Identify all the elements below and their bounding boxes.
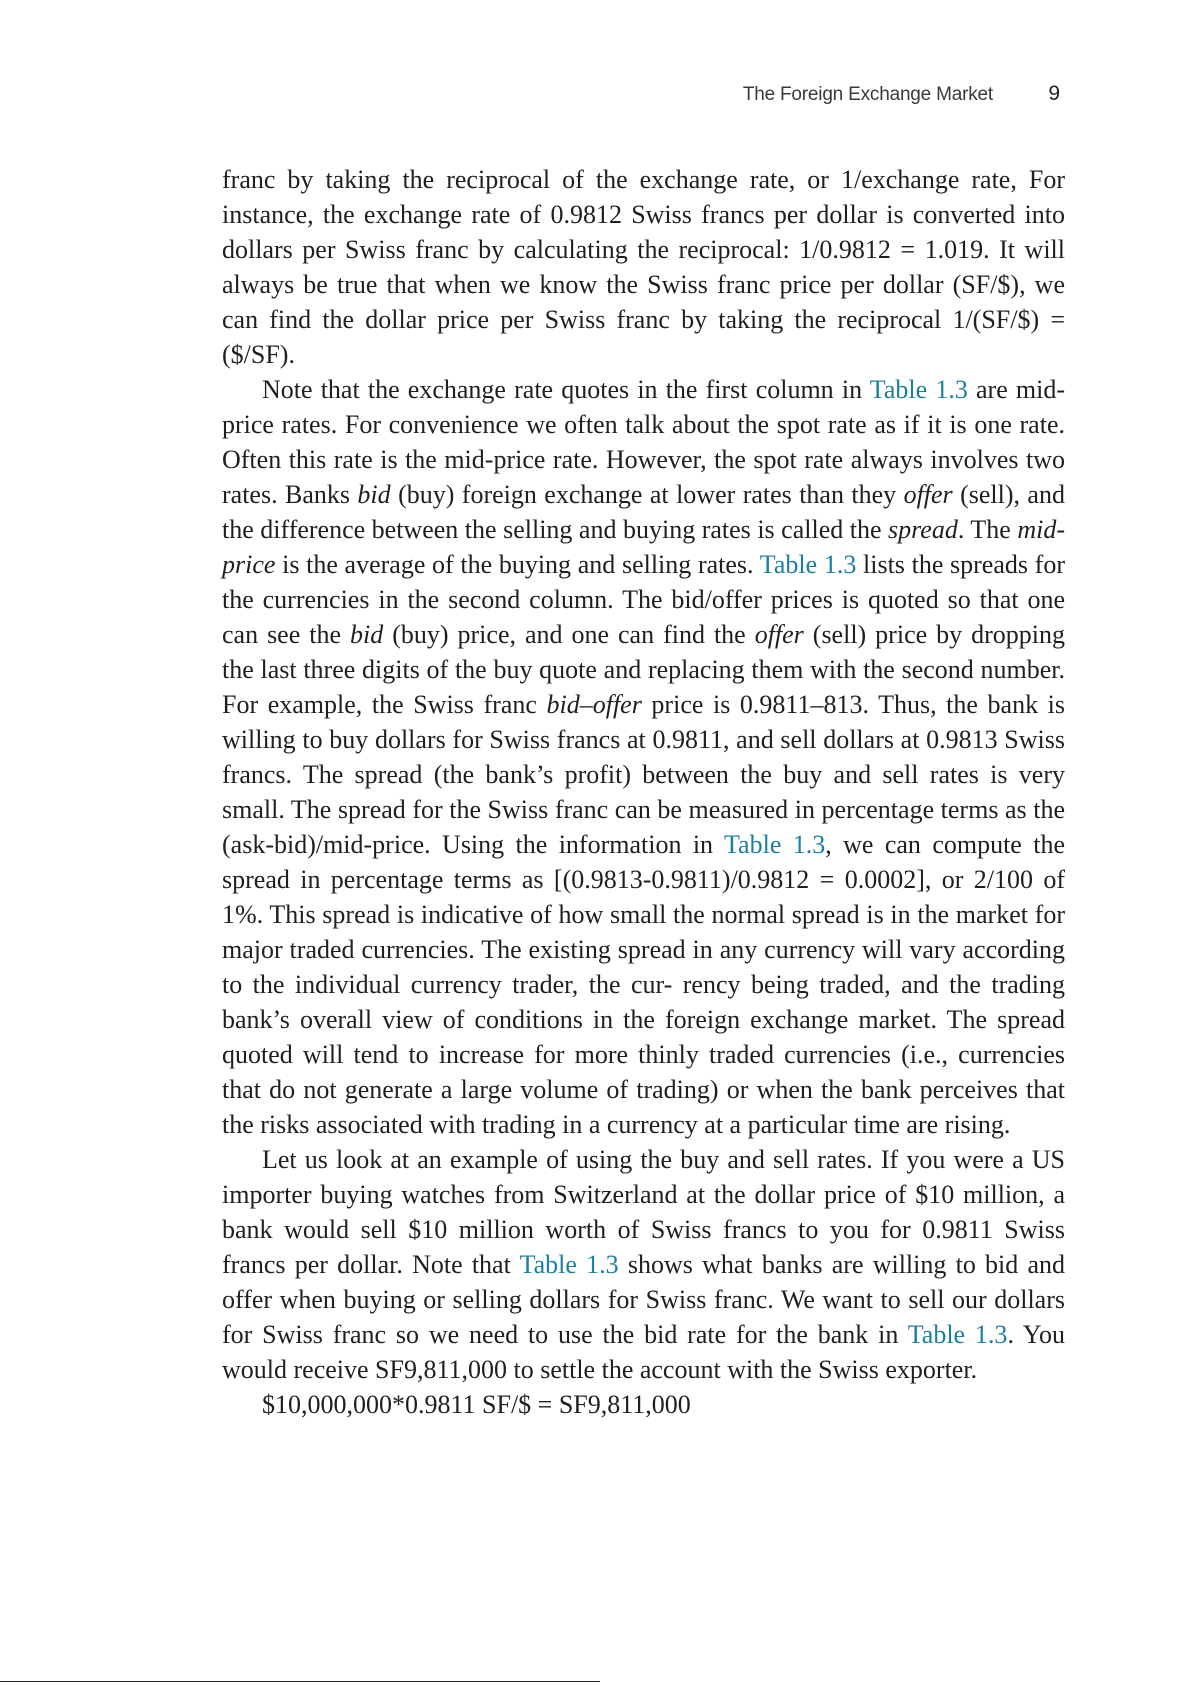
paragraph-1 (222, 162, 1065, 372)
table-1-3-link[interactable]: Table 1.3 (907, 1320, 1008, 1349)
table-1-3-link[interactable]: Table 1.3 (759, 550, 857, 579)
paragraph-text: (sell) price by dropping the last three digits of the buy quote and replacing them with the second number. For example, the Swiss franc (222, 620, 1065, 719)
emphasis-term: bid (350, 620, 384, 649)
paragraph-text: (buy) price, and one can find the (383, 620, 755, 649)
paragraph-text: . You would receive SF9,811,000 to settle the account with the Swiss exporter. (222, 1320, 1065, 1384)
running-header (0, 82, 1191, 112)
bottom-rule (0, 1681, 600, 1682)
paragraph-text: Let us look at an example of using the buy and sell rates. If you were a US importer buying watches from Switzerland at the dollar price of $10 million, a bank would sell $10 million worth of Swiss francs to you for 0.9811 Swiss francs per dollar. Note that (222, 1145, 1065, 1279)
paragraph-text: is the average of the buying and selling rates. (275, 550, 760, 579)
paragraph-3 (222, 1142, 1065, 1387)
emphasis-term: spread (888, 515, 958, 544)
paragraph-text: (buy) foreign exchange at lower rates than they (390, 480, 904, 509)
paragraph-text: (sell), and the difference between the selling and buying rates is called the (222, 480, 1065, 544)
paragraph-text: are mid-price rates. For convenience we often talk about the spot rate as if it is one rate. Often this rate is the mid-price rate. However, the spot rate always involves two rates. Banks (222, 375, 1066, 509)
table-1-3-link[interactable]: Table 1.3 (519, 1250, 619, 1279)
paragraph-text: lists the spreads for the currencies in the second column. The bid/offer prices is quoted so that one can see the (222, 550, 1066, 649)
formula-line: $10,000,000*0.9811 SF/$ = SF9,811,000 (262, 1390, 691, 1419)
emphasis-term: offer (754, 620, 804, 649)
paragraph-2 (222, 372, 1065, 1142)
emphasis-term: mid-price (222, 515, 1065, 579)
table-1-3-link[interactable]: Table 1.3 (869, 375, 968, 404)
page-number: 9 (1048, 82, 1060, 105)
running-title: The Foreign Exchange Market (742, 84, 993, 105)
paragraph-text: , we can compute the spread in percentage terms as [(0.9813-0.9811)/0.9812 = 0.0002], or 2/100 of 1%. This spread is indicative of how small the normal spread is in the market for major traded currencies. The existing spread in any currency will vary according to the individual currency trader, the cur- rency being traded, and the trading bank’s overall view of conditions in the foreign exchange market. The spread quoted will tend to increase for more thinly traded currencies (i.e., currencies that do not generate a large volume of trading) or when the bank perceives that the risks associated with trading in a currency at a particular time are rising. (222, 830, 1065, 1139)
paragraph-text: franc by taking the reciprocal of the exchange rate, or 1/exchange rate, For instance, the exchange rate of 0.9812 Swiss francs per dollar is converted into dollars per Swiss franc by calculating the reciprocal: 1/0.9812 = 1.019. It will always be true that when we know the Swiss franc price per dollar (SF/$), we can find the dollar price per Swiss franc by taking the reciprocal 1/(SF/$) = ($/SF). (222, 165, 1065, 369)
emphasis-term: offer (903, 480, 953, 509)
paragraph-text: price is 0.9811–813. Thus, the bank is willing to buy dollars for Swiss francs at 0.9811, and sell dollars at 0.9813 Swiss francs. The spread (the bank’s profit) between the buy and sell rates is very small. The spread for the Swiss franc can be measured in percentage terms as the (ask-bid)/mid-price. Using the information in (222, 690, 1065, 859)
body-text (222, 162, 1065, 1422)
paragraph-text: Note that the exchange rate quotes in the first column in (262, 375, 870, 404)
table-1-3-link[interactable]: Table 1.3 (723, 830, 826, 859)
paragraph-text: shows what banks are willing to bid and offer when buying or selling dollars for Swiss franc. We want to sell our dollars for Swiss franc so we need to use the bid rate for the bank in (222, 1250, 1066, 1349)
paragraph-text: . The (957, 515, 1018, 544)
emphasis-term: bid–offer (546, 690, 642, 719)
emphasis-term: bid (357, 480, 391, 509)
